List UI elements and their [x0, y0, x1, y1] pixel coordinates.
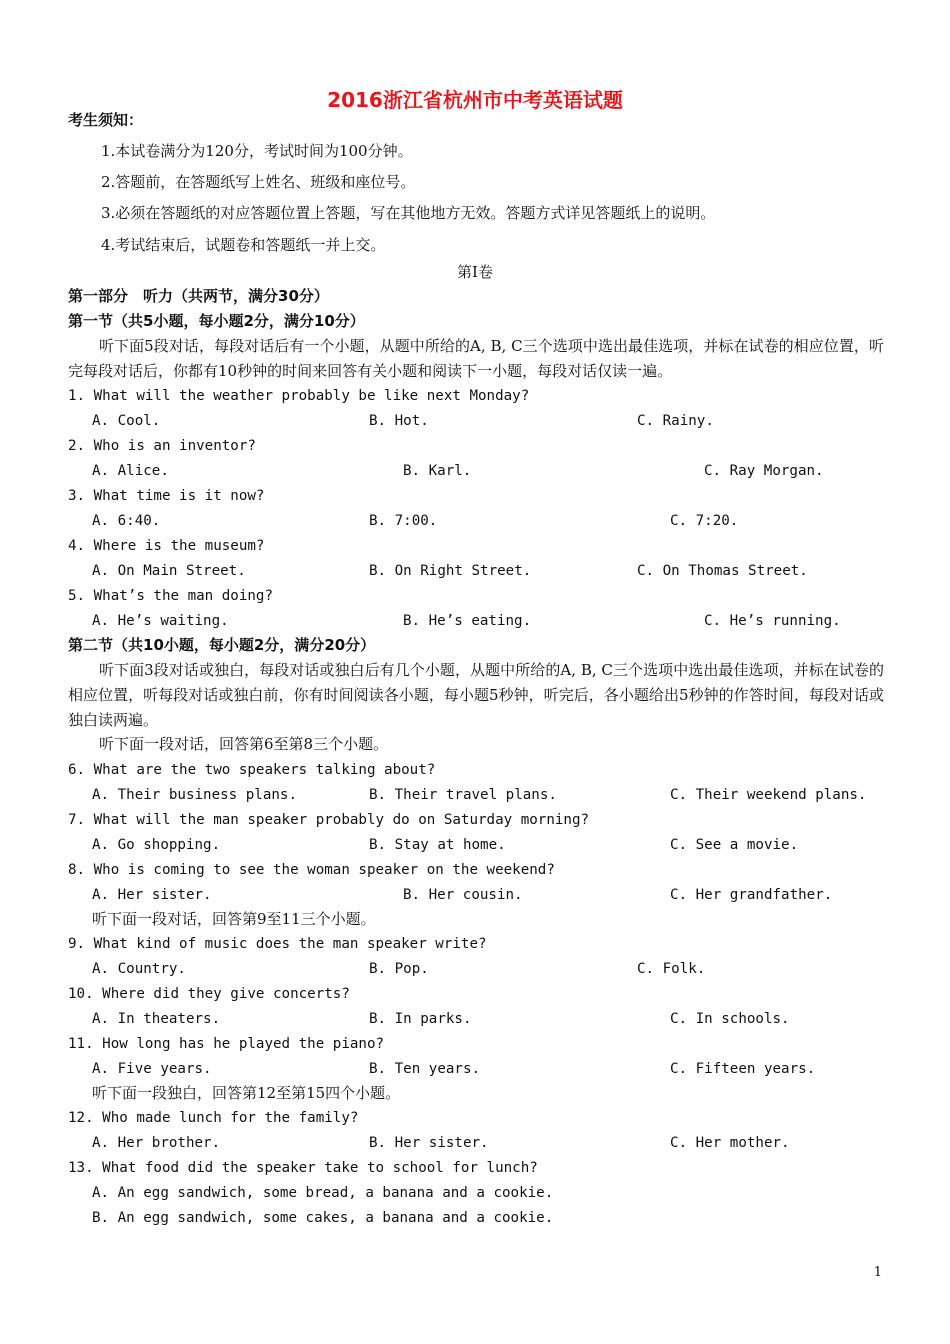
page-number: 1: [873, 1265, 882, 1280]
page-title: 2016浙江省杭州市中考英语试题: [327, 88, 623, 112]
option-a: A. Her sister.: [92, 887, 212, 903]
option-a: A. On Main Street.: [92, 563, 246, 579]
option-a: A. He’s waiting.: [92, 613, 229, 629]
option-b: B. Stay at home.: [369, 837, 506, 853]
option-b: B. He’s eating.: [403, 613, 532, 629]
option-a: A. Her brother.: [92, 1135, 221, 1151]
listening-prompt: 听下面一段对话，回答第9至11三个小题。: [92, 910, 376, 928]
notice-heading: 考生须知：: [68, 111, 144, 129]
listening-prompt: 听下面一段对话，回答第6至第8三个小题。: [99, 735, 389, 753]
question-stem: 8. Who is coming to see the woman speaker on the weekend?: [68, 862, 555, 878]
option-b: B. On Right Street.: [369, 563, 532, 579]
option-b: B. Her cousin.: [403, 887, 523, 903]
volume-label: 第Ⅰ卷: [457, 263, 493, 281]
option-c: C. Her grandfather.: [670, 887, 833, 903]
question-stem: 3. What time is it now?: [68, 488, 265, 504]
question-stem: 2. Who is an inventor?: [68, 438, 256, 454]
question-stem: 11. How long has he played the piano?: [68, 1036, 385, 1052]
option-c: C. Their weekend plans.: [670, 787, 867, 803]
question-stem: 7. What will the man speaker probably do on Saturday morning?: [68, 812, 590, 828]
option-b: B. Ten years.: [369, 1061, 481, 1077]
option-c: C. Folk.: [637, 961, 706, 977]
option-b: B. Hot.: [369, 413, 429, 429]
option-c: C. See a movie.: [670, 837, 799, 853]
option-c: C. Fifteen years.: [670, 1061, 816, 1077]
section2-heading: 第二节（共10小题，每小题2分，满分20分）: [68, 636, 376, 654]
option-a: A. An egg sandwich, some bread, a banana and a cookie.: [92, 1185, 554, 1201]
option-b: B. Her sister.: [369, 1135, 489, 1151]
question-stem: 1. What will the weather probably be like next Monday?: [68, 388, 530, 404]
option-c: C. He’s running.: [704, 613, 841, 629]
option-a: A. Five years.: [92, 1061, 212, 1077]
option-c: C. In schools.: [670, 1011, 790, 1027]
option-b: B. Pop.: [369, 961, 429, 977]
option-a: A. Cool.: [92, 413, 161, 429]
question-stem: 9. What kind of music does the man speaker write?: [68, 936, 487, 952]
section1-heading: 第一节（共5小题，每小题2分，满分10分）: [68, 312, 365, 330]
listening-prompt: 听下面一段独白，回答第12至第15四个小题。: [92, 1084, 401, 1102]
option-c: C. 7:20.: [670, 513, 739, 529]
option-b: B. An egg sandwich, some cakes, a banana and a cookie.: [92, 1210, 554, 1226]
option-a: A. Their business plans.: [92, 787, 297, 803]
notice-item: 1.本试卷满分为120分，考试时间为100分钟。: [101, 142, 413, 160]
option-a: A. Alice.: [92, 463, 169, 479]
option-b: B. Karl.: [403, 463, 472, 479]
option-a: A. 6:40.: [92, 513, 161, 529]
question-stem: 5. What’s the man doing?: [68, 588, 273, 604]
option-c: C. Her mother.: [670, 1135, 790, 1151]
option-a: A. Go shopping.: [92, 837, 221, 853]
option-a: A. Country.: [92, 961, 186, 977]
notice-item: 3.必须在答题纸的对应答题位置上答题，写在其他地方无效。答题方式详见答题纸上的说明。: [101, 204, 716, 222]
question-stem: 4. Where is the museum?: [68, 538, 265, 554]
question-stem: 12. Who made lunch for the family?: [68, 1110, 359, 1126]
notice-item: 2.答题前，在答题纸写上姓名、班级和座位号。: [101, 173, 416, 191]
option-b: B. Their travel plans.: [369, 787, 557, 803]
option-c: C. Ray Morgan.: [704, 463, 824, 479]
question-stem: 6. What are the two speakers talking about?: [68, 762, 436, 778]
section2-instructions: 听下面3段对话或独白，每段对话或独白后有几个小题，从题中所给的A, B, C三个选项中选出最佳选项，并标在试卷的相应位置，听每段对话或独白前，你有时间阅读各小题，每小题5秒钟，听完后，各小题给出5秒钟的作答时间，每段对话或独白读两遍。: [68, 661, 884, 729]
option-b: B. 7:00.: [369, 513, 438, 529]
question-stem: 13. What food did the speaker take to school for lunch?: [68, 1160, 538, 1176]
option-b: B. In parks.: [369, 1011, 472, 1027]
option-c: C. On Thomas Street.: [637, 563, 808, 579]
section1-instructions: 听下面5段对话，每段对话后有一个小题，从题中所给的A, B, C三个选项中选出最佳选项，并标在试卷的相应位置，听完每段对话后，你都有10秒钟的时间来回答有关小题和阅读下一小题，每段对话仅读一遍。: [68, 337, 884, 380]
part1-heading: 第一部分 听力（共两节，满分30分）: [68, 287, 329, 305]
option-a: A. In theaters.: [92, 1011, 221, 1027]
question-stem: 10. Where did they give concerts?: [68, 986, 350, 1002]
notice-item: 4.考试结束后，试题卷和答题纸一并上交。: [101, 236, 386, 254]
option-c: C. Rainy.: [637, 413, 714, 429]
